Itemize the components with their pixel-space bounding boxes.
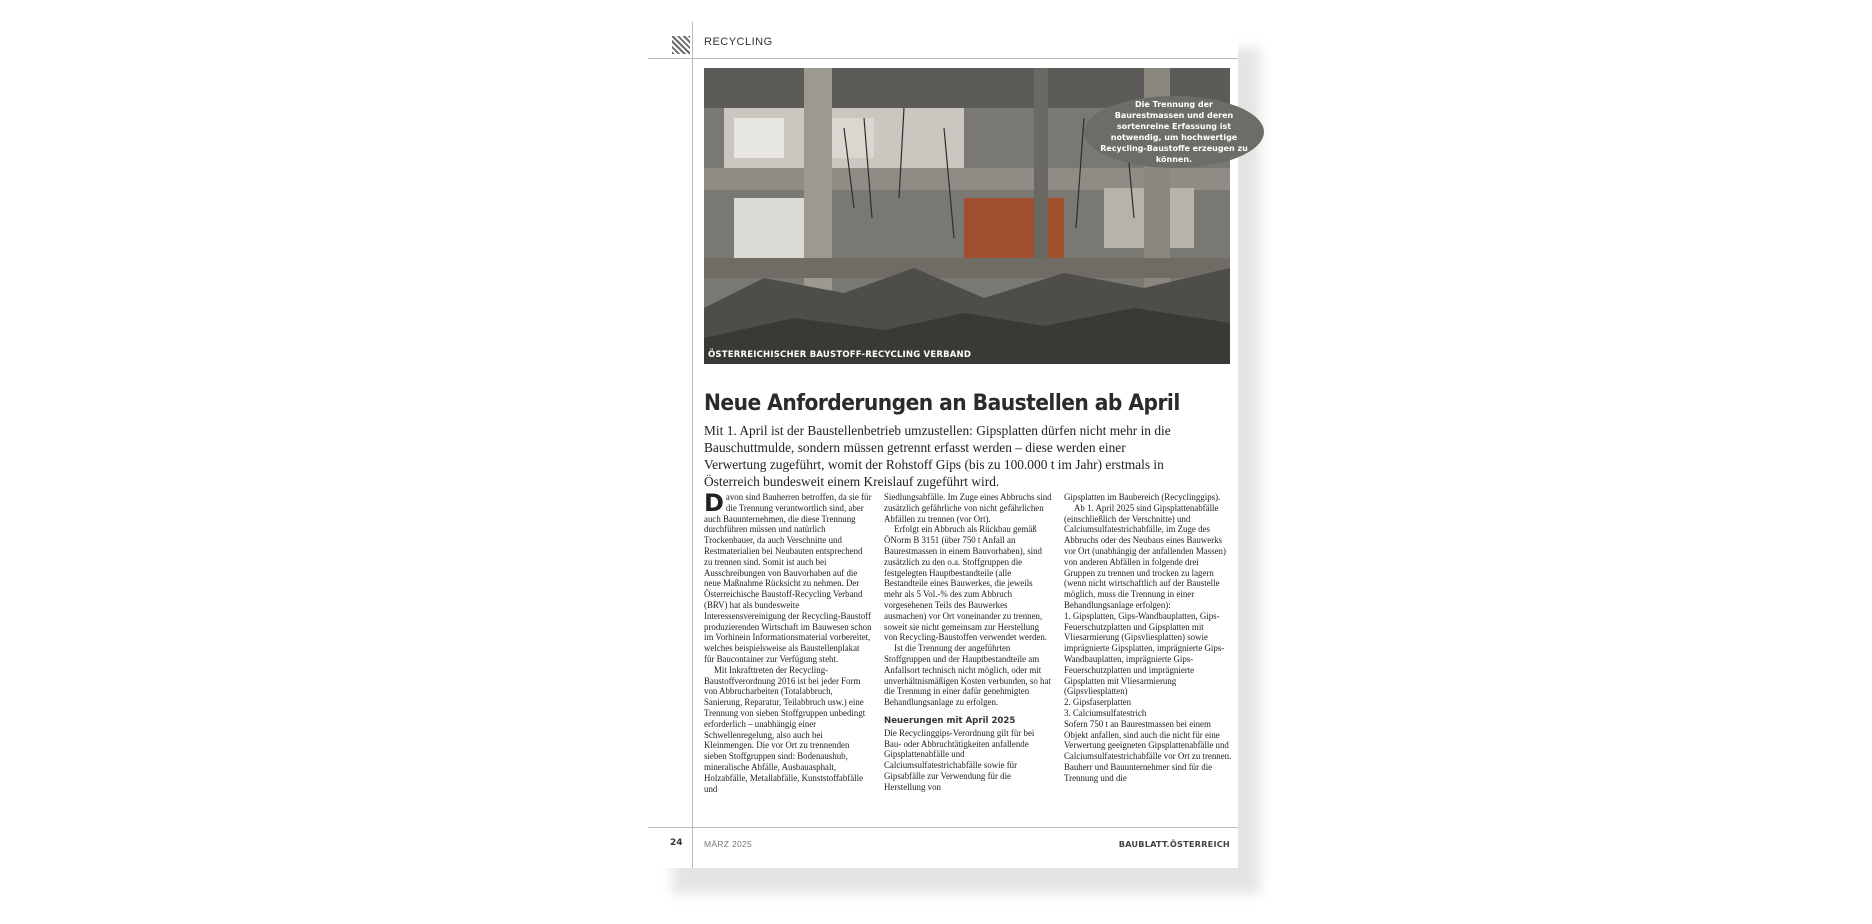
article-lead: Mit 1. April ist der Baustellenbetrieb umzustellen: Gipsplatten dürfen nicht mehr in die Bauschuttmulde, sondern müssen getrennt erfasst werden – diese werden einer Verwertung zugeführt, womit der Rohstoff Gips (bis zu 100.000 t im Jahr) erstmals in Österreich bundesweit einem Kreislauf zugeführt wird.: [704, 423, 1171, 489]
bottom-rule: [648, 827, 1238, 828]
paragraph: Mit Inkrafttreten der Recycling-Baustoffverordnung 2016 ist bei jeder Form von Abbrucharbeiten (Totalabbruch, Sanierung, Reparatur, Teilabbruch usw.) eine Trennung von sieben Stoffgruppen unbedingt erforderlich – unabhängig einer Schwellenregelung, also auch bei Kleinmengen. Die vor Ort zu trennenden sieben Stoffgruppen sind: Bodenaushub, mineralische Abfälle, Ausbauasphalt, Holzabfälle, Metallabfälle, Kunststoffabfälle und: [704, 664, 866, 794]
subheading: Neuerungen mit April 2025: [884, 715, 1016, 726]
publication-brand: BAUBLATT.ÖSTERREICH: [1118, 839, 1230, 849]
demolition-photo: [704, 68, 1248, 364]
list-item: 1. Gipsplatten, Gips-Wandbauplatten, Gips-Feuerschutzplatten und Gipsplatten mit Vliesarmierung (Gipsvliesplatten) sowie imprägnierte Gipsplatten, imprägnierte Gips-Wandbauplatten, imprägnierte Gips-Feuerschutzplatten und imprägnierte Gipsplatten mit Vliesarmierung (Gipsvliesplatten): [1064, 610, 1225, 697]
text-column-1: [704, 489, 872, 794]
paragraph: Gipsplatten im Baubereich (Recyclinggips).: [1064, 492, 1221, 502]
text-column-2: [884, 492, 1052, 793]
list-item: 3. Calciumsulfatestrich: [1064, 707, 1147, 718]
text-column-3: [1064, 492, 1232, 784]
photo-credit: ÖSTERREICHISCHER BAUSTOFF-RECYCLING VERBAND: [708, 350, 972, 360]
issue-date: MÄRZ 2025: [704, 839, 753, 849]
paragraph: Die Recyclinggips-Verordnung gilt für bei Bau- oder Abbruchtätigkeiten anfallende Gipsplattenabfälle und Calciumsulfatestrichabfälle sowie für Gipsabfälle zur Verwendung für die Herstellung von: [884, 727, 1035, 792]
drop-cap: D: [704, 489, 724, 517]
vertical-rule: [692, 22, 693, 868]
section-hatch-marker: [672, 36, 690, 54]
paragraph: Ab 1. April 2025 sind Gipsplattenabfälle (einschließlich der Verschnitte) und Calciumsulfatestrichabfälle, im Zuge des Abbruchs oder des Neubaus eines Bauwerks vor Ort (unabhängig der anfallenden Massen) von anderen Abfällen in folgende drei Gruppen zu trennen und trocken zu lagern (wenn nicht wirtschaftlich auf der Baustelle möglich, muss die Trennung in einer Behandlungsanlage erfolgen):: [1064, 502, 1226, 610]
page-number: 24: [670, 838, 683, 848]
article-headline: Neue Anforderungen an Baustellen ab April: [704, 390, 1180, 416]
list-item: 2. Gipsfaserplatten: [1064, 697, 1132, 708]
top-rule: [648, 58, 1238, 59]
paragraph: Siedlungsabfälle. Im Zuge eines Abbruchs sind zusätzlich gefährliche von nicht gefährlichen Abfällen zu trennen (vor Ort).: [884, 492, 1052, 524]
paragraph: Erfolgt ein Abbruch als Rückbau gemäß ÖNorm B 3151 (über 750 t Anfall an Baurestmassen in einem Bauvorhaben), sind zusätzlich zu den o.a. Stoffgruppen die festgelegten Hauptbestandteile (alle Bestandteile eines Bauwerkes, die jeweils mehr als 5 Vol.-% des zum Abbruch vorgesehenen Teils des Bauwerkes ausmachen) vor Ort voneinander zu trennen, soweit sie nicht gemeinsam zur Herstellung von Recycling-Baustoffen verwendet werden.: [884, 524, 1047, 643]
paragraph: avon sind Bauherren betroffen, da sie für die Trennung verantwortlich sind, aber auch Bauunternehmen, die diese Trennung durchführen müssen und natürlich Trockenbauer, da auch Verschnitte und Restmaterialien bei Neubauten entsprechend zu trennen sind. Somit ist auch bei Ausschreibungen von Bauvorhaben auf die neue Maßnahme Rücksicht zu nehmen. Der Österreichische Baustoff-Recycling Verband (BRV) hat als bundesweite Interessensvereinigung der Recycling-Baustoff produzierenden Wirtschaft im Bauwesen schon im Vorhinein Informationsmaterial vorbereitet, welches beispielsweise als Baustellenplakat für Baucontainer zur Verfügung steht.: [704, 492, 872, 664]
paragraph: Sofern 750 t an Baurestmassen bei einem Objekt anfallen, sind auch die nicht für eine Verwertung geeigneten Gipsplattenabfälle und Calciumsulfatestrichabfälle vor Ort zu trennen. Bauherr und Bauunternehmer sind für die Trennung und die: [1064, 718, 1232, 783]
paragraph: Ist die Trennung der angeführten Stoffgruppen und der Hauptbestandteile am Anfallsort technisch nicht möglich, oder mit unverhältnismäßigen Kosten verbunden, so hat die Trennung in einer dafür genehmigten Behandlungsanlage zu erfolgen.: [884, 643, 1051, 708]
photo-callout: Die Trennung der Baurestmassen und deren sortenreine Erfassung ist notwendig, um hochwertige Recycling-Baustoffe erzeugen zu können.: [1084, 96, 1264, 168]
section-label: RECYCLING: [704, 36, 773, 48]
magazine-page: [648, 22, 1248, 868]
